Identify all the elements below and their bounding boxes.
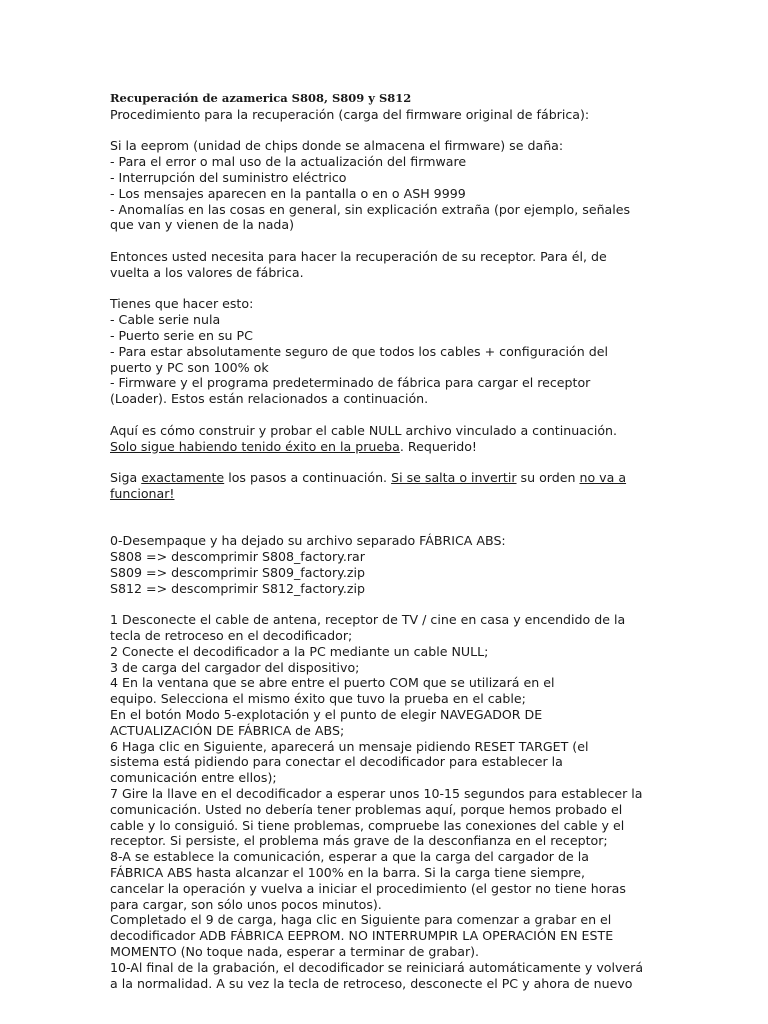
underlined-text: Si se salta o invertir: [391, 470, 517, 486]
text-line: [110, 439, 660, 455]
text-line: - Cable serie nula: [110, 312, 221, 328]
text-line: - Firmware y el programa predeterminado de fábrica para cargar el receptor: [110, 375, 591, 391]
text-line: 2 Conecte el decodificador a la PC mediante un cable NULL;: [110, 643, 489, 659]
text-line: 10-Al final de la grabación, el decodificador se reiniciará automáticamente y volverá: [110, 959, 644, 975]
steps-paragraph: [110, 612, 660, 991]
text-line: Aquí es cómo construir y probar el cable NULL archivo vinculado a continuación.: [110, 422, 618, 438]
underlined-text: exactamente: [141, 470, 225, 486]
text-line: cable y lo consiguió. Si tiene problemas, compruebe las conexiones del cable y el: [110, 817, 625, 833]
text-line: - Interrupción del suministro eléctrico: [110, 169, 347, 185]
text-line: - Los mensajes aparecen en la pantalla o en o ASH 9999: [110, 185, 466, 201]
text-line: En el botón Modo 5-explotación y el punto de elegir NAVEGADOR DE: [110, 707, 543, 723]
underlined-text: no va a: [579, 470, 627, 486]
text-span: los pasos a continuación.: [224, 470, 392, 486]
text-line: 0-Desempaque y ha dejado su archivo separado FÁBRICA ABS:: [110, 533, 506, 549]
text-line: cancelar la operación y vuelva a iniciar el procedimiento (el gestor no tiene horas: [110, 880, 626, 896]
text-line: decodificador ADB FÁBRICA EEPROM. NO INTERRUMPIR LA OPERACIÓN EN ESTE: [110, 928, 614, 944]
document-subtitle: Procedimiento para la recuperación (carga del firmware original de fábrica):: [110, 106, 590, 122]
text-line: puerto y PC son 100% ok: [110, 359, 269, 375]
text-line: Tienes que hacer esto:: [110, 296, 254, 312]
text-line: 3 de carga del cargador del dispositivo;: [110, 659, 360, 675]
text-line: S808 => descomprimir S808_factory.rar: [110, 549, 365, 565]
underlined-text: funcionar!: [110, 485, 175, 501]
text-line: - Anomalías en las cosas en general, sin explicación extraña (por ejemplo, señales: [110, 201, 631, 217]
text-line: - Puerto serie en su PC: [110, 327, 253, 343]
text-line: MOMENTO (No toque nada, esperar a terminar de grabar).: [110, 944, 480, 960]
files-paragraph: [110, 533, 660, 596]
text-line: (Loader). Estos están relacionados a continuación.: [110, 391, 429, 407]
warning-paragraph: [110, 470, 660, 502]
text-line: para cargar, son sólo unos pocos minutos).: [110, 896, 382, 912]
text-line: que van y vienen de la nada): [110, 217, 295, 233]
requirements-paragraph: [110, 296, 660, 407]
document-body: [110, 91, 660, 991]
text-line: comunicación. Usted no debería tener problemas aquí, porque hemos probado el: [110, 801, 623, 817]
intro-paragraph: [110, 138, 660, 233]
text-span: . Requerido!: [399, 438, 477, 454]
text-line: vuelta a los valores de fábrica.: [110, 264, 304, 280]
document-title: Recuperación de azamerica S808, S809 y S812: [110, 91, 412, 105]
text-line: Entonces usted necesita para hacer la recuperación de su receptor. Para él, de: [110, 248, 607, 264]
text-line: [110, 470, 660, 486]
text-line: ACTUALIZACIÓN DE FÁBRICA de ABS;: [110, 722, 345, 738]
text-line: FÁBRICA ABS hasta alcanzar el 100% en la barra. Si la carga tiene siempre,: [110, 865, 585, 881]
text-line: a la normalidad. A su vez la tecla de retroceso, desconecte el PC y ahora de nuevo: [110, 975, 633, 991]
text-line: sistema está pidiendo para conectar el decodificador para establecer la: [110, 754, 563, 770]
text-line: Si la eeprom (unidad de chips donde se almacena el firmware) se daña:: [110, 138, 564, 154]
text-line: S809 => descomprimir S809_factory.zip: [110, 564, 365, 580]
text-line: S812 => descomprimir S812_factory.zip: [110, 580, 365, 596]
cable-paragraph: [110, 423, 660, 455]
text-line: equipo. Selecciona el mismo éxito que tuvo la prueba en el cable;: [110, 691, 526, 707]
text-span: su orden: [516, 470, 580, 486]
text-line: [110, 486, 660, 502]
text-span: Siga: [110, 470, 142, 486]
then-paragraph: [110, 249, 660, 281]
text-line: 4 En la ventana que se abre entre el puerto COM que se utilizará en el: [110, 675, 555, 691]
text-line: comunicación entre ellos);: [110, 770, 277, 786]
text-line: 8-A se establece la comunicación, esperar a que la carga del cargador de la: [110, 849, 589, 865]
text-line: 1 Desconecte el cable de antena, receptor de TV / cine en casa y encendido de la: [110, 612, 626, 628]
text-line: Completado el 9 de carga, haga clic en Siguiente para comenzar a grabar en el: [110, 912, 612, 928]
text-line: 7 Gire la llave en el decodificador a esperar unos 10-15 segundos para establecer la: [110, 786, 643, 802]
underlined-text: Solo sigue habiendo tenido éxito en la prueba: [110, 438, 400, 454]
text-line: receptor. Si persiste, el problema más grave de la desconfianza en el receptor;: [110, 833, 608, 849]
text-line: 6 Haga clic en Siguiente, aparecerá un mensaje pidiendo RESET TARGET (el: [110, 738, 589, 754]
text-line: - Para estar absolutamente seguro de que todos los cables + configuración del: [110, 343, 608, 359]
text-line: tecla de retroceso en el decodificador;: [110, 628, 353, 644]
text-line: - Para el error o mal uso de la actualización del firmware: [110, 154, 467, 170]
